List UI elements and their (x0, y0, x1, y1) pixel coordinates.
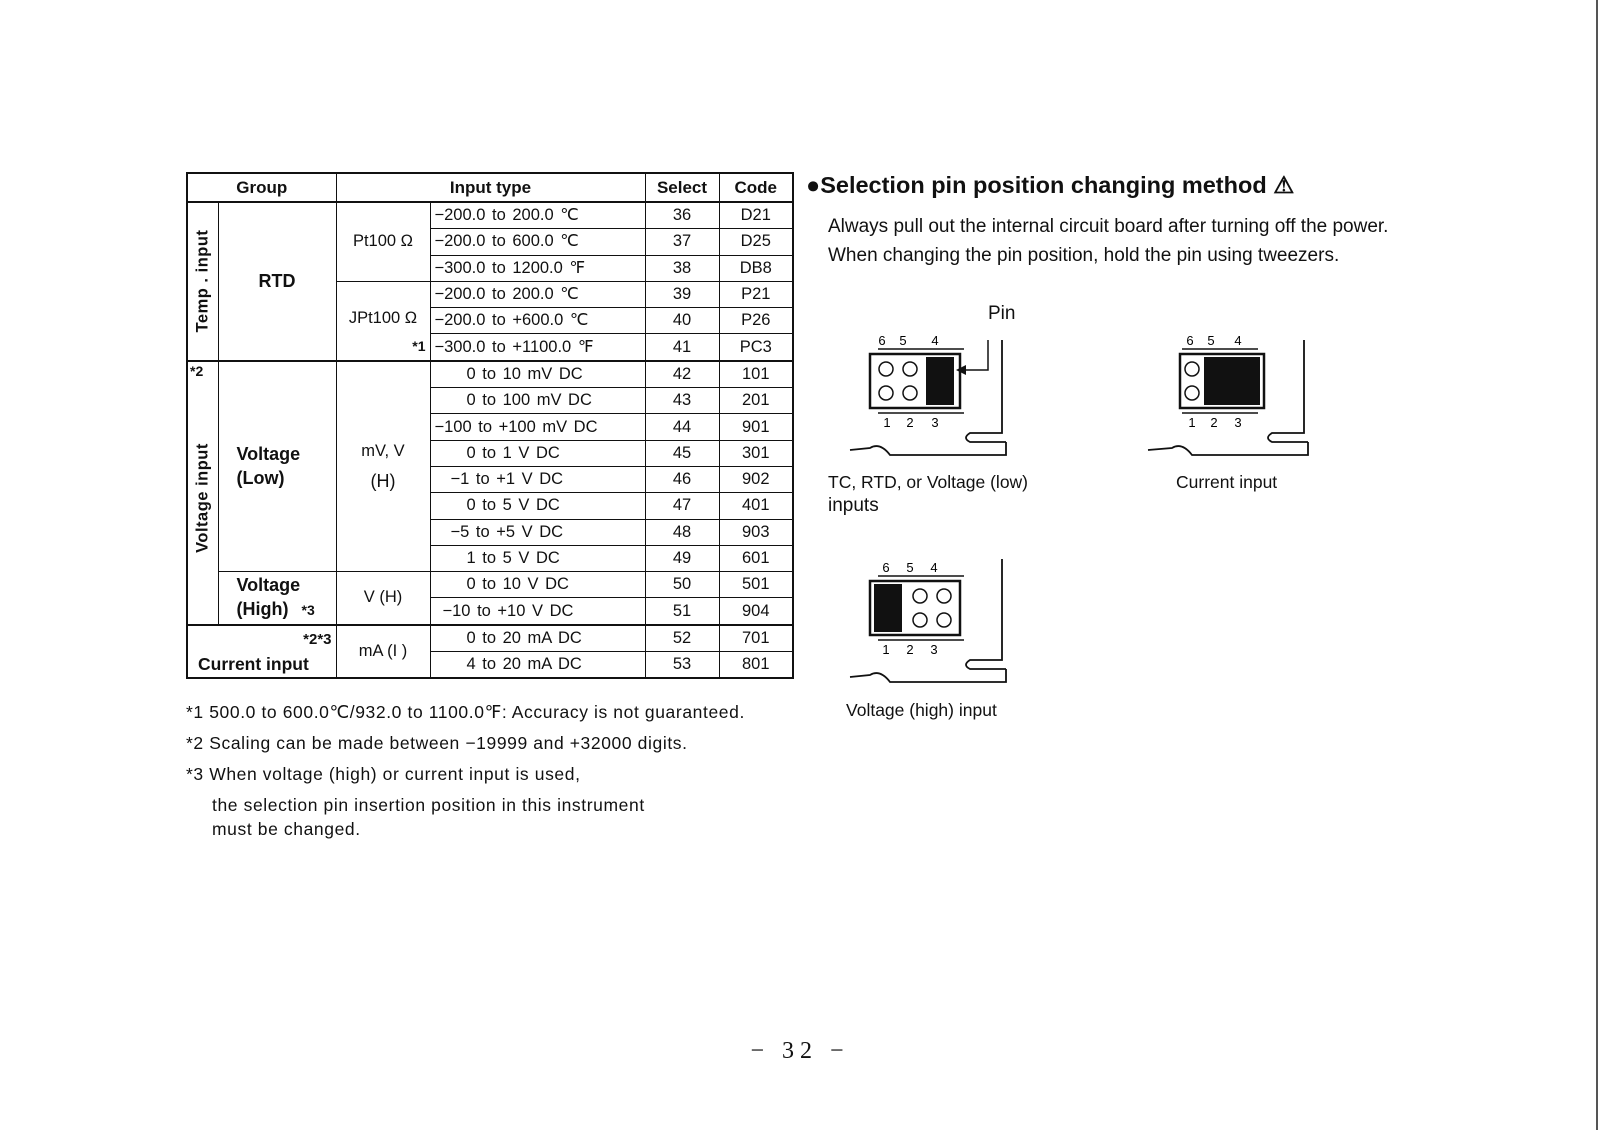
pin-number-5: 5 (1207, 333, 1215, 348)
caption-tc-rtd (828, 470, 1028, 518)
pin-diagram-tc-rtd (830, 330, 1030, 465)
range-cell: 4 to 20 mA DC (430, 652, 645, 679)
select-cell: 37 (645, 229, 719, 255)
select-cell: 49 (645, 545, 719, 571)
voltage-low-paren: (Low) (236, 468, 285, 489)
pin-number-2: 2 (906, 642, 914, 657)
code-cell: DB8 (719, 255, 793, 281)
select-cell: 44 (645, 414, 719, 440)
voltage-high-note: *3 (301, 602, 315, 619)
table-row (187, 625, 793, 652)
pin-numbers-top (878, 333, 938, 348)
pin-number-1: 1 (883, 415, 891, 430)
jpt100-cell (336, 281, 430, 360)
pin-number-6: 6 (1186, 333, 1194, 348)
voltage-high-paren: (High) (236, 599, 289, 620)
pin-number-6: 6 (882, 560, 890, 575)
mv-v-cell (336, 361, 430, 572)
pin-numbers-bottom (1188, 415, 1241, 430)
pin-number-3: 3 (1234, 415, 1242, 430)
pin-number-4: 4 (1234, 333, 1242, 348)
range-cell: −5 to +5 V DC (430, 519, 645, 545)
pin-number-3: 3 (931, 415, 939, 430)
pin-arrow (964, 340, 988, 370)
pin-numbers-bottom (883, 415, 938, 430)
select-cell: 50 (645, 572, 719, 598)
mv-v-paren: (H) (370, 471, 396, 492)
select-cell: 36 (645, 202, 719, 229)
range-cell: −300.0 to +1100.0 ℉ (430, 334, 645, 361)
pin-number-2: 2 (1210, 415, 1218, 430)
code-cell: 301 (719, 440, 793, 466)
v-label: V (H) (336, 572, 430, 625)
code-cell: PC3 (719, 334, 793, 361)
pin-numbers-top (882, 560, 937, 575)
pin-number-5: 5 (906, 560, 914, 575)
select-cell: 51 (645, 598, 719, 625)
page-number: − 32 − (750, 1038, 850, 1064)
pt100-label: Pt100 Ω (336, 202, 430, 281)
select-cell: 46 (645, 466, 719, 492)
range-cell: −1 to +1 V DC (430, 466, 645, 492)
board-outline (1148, 442, 1308, 455)
range-cell: 0 to 100 mV DC (430, 388, 645, 414)
code-cell: P26 (719, 308, 793, 334)
header-group: Group (187, 173, 336, 202)
table-row (187, 361, 793, 388)
range-cell: −10 to +10 V DC (430, 598, 645, 625)
voltage-low-label: Voltage (236, 444, 301, 465)
board-edge (966, 559, 1006, 669)
range-cell: 0 to 20 mA DC (430, 625, 645, 652)
range-cell: 1 to 5 V DC (430, 545, 645, 571)
pin-label: Pin (988, 303, 1016, 324)
pin-number-2: 2 (906, 415, 914, 430)
select-cell: 53 (645, 652, 719, 679)
code-cell: D21 (719, 202, 793, 229)
scan-edge (1596, 0, 1598, 1130)
select-cell: 47 (645, 493, 719, 519)
select-cell: 45 (645, 440, 719, 466)
jpt100-label: JPt100 Ω (348, 308, 418, 327)
caption-voltage-high: Voltage (high) input (846, 700, 997, 720)
range-cell: −200.0 to 200.0 ℃ (430, 202, 645, 229)
footnote-3-line-1: *3 When voltage (high) or current input is used, (186, 764, 581, 784)
select-cell: 40 (645, 308, 719, 334)
ma-label: mA (I ) (336, 625, 430, 679)
code-cell: 903 (719, 519, 793, 545)
board-outline (850, 442, 1006, 455)
select-cell: 39 (645, 281, 719, 307)
pin-diagram-current (1138, 330, 1338, 465)
select-cell: 42 (645, 361, 719, 388)
section-heading: ●Selection pin position changing method ⚠ (806, 172, 1295, 198)
pin-number-4: 4 (931, 333, 939, 348)
code-cell: 801 (719, 652, 793, 679)
code-cell: 501 (719, 572, 793, 598)
select-cell: 52 (645, 625, 719, 652)
pin-number-4: 4 (930, 560, 938, 575)
board-outline (850, 669, 1006, 682)
pin-number-3: 3 (930, 642, 938, 657)
pin-number-6: 6 (878, 333, 886, 348)
voltage-low-cell (218, 361, 336, 572)
footnotes (186, 700, 745, 841)
caption-tc-line-2: inputs (828, 495, 879, 516)
rtd-label: RTD (218, 202, 336, 361)
pin-numbers-bottom (882, 642, 937, 657)
table-row (187, 572, 793, 598)
selection-pin (926, 357, 954, 405)
voltage-note: *2 (190, 362, 204, 379)
table-header-row (187, 173, 793, 202)
code-cell: 701 (719, 625, 793, 652)
range-cell: −200.0 to 600.0 ℃ (430, 229, 645, 255)
mv-v-label: mV, V (361, 442, 405, 461)
code-cell: 904 (719, 598, 793, 625)
range-cell: −200.0 to +600.0 ℃ (430, 308, 645, 334)
code-cell: D25 (719, 229, 793, 255)
select-cell: 43 (645, 388, 719, 414)
input-type-table (186, 172, 794, 679)
select-cell: 41 (645, 334, 719, 361)
code-cell: 601 (719, 545, 793, 571)
pin-number-1: 1 (882, 642, 890, 657)
current-label: Current input (198, 653, 309, 674)
selection-pin (1204, 357, 1260, 405)
temp-input-group: Temp . input (187, 202, 218, 361)
footnote-1: *1 500.0 to 600.0℃/932.0 to 1100.0℉: Accuracy is not guaranteed. (186, 702, 745, 722)
pin-diagram-voltage-high (830, 557, 1030, 692)
footnote-3-line-2: the selection pin insertion position in this instrument (212, 795, 645, 815)
caption-current: Current input (1176, 472, 1278, 492)
footnote-3-line-3: must be changed. (212, 819, 361, 839)
footnote-2: *2 Scaling can be made between −19999 and +32000 digits. (186, 733, 688, 753)
range-cell: −100 to +100 mV DC (430, 414, 645, 440)
selection-pin (874, 584, 902, 632)
code-cell: P21 (719, 281, 793, 307)
select-cell: 38 (645, 255, 719, 281)
header-code: Code (719, 173, 793, 202)
pin-number-5: 5 (899, 333, 907, 348)
pin-numbers-top (1186, 333, 1241, 348)
voltage-high-cell (218, 572, 336, 625)
current-note: *2*3 (303, 630, 332, 648)
code-cell: 401 (719, 493, 793, 519)
range-cell: −300.0 to 1200.0 ℉ (430, 255, 645, 281)
board-edge (966, 340, 1006, 442)
code-cell: 902 (719, 466, 793, 492)
current-input-cell (187, 625, 336, 679)
range-cell: −200.0 to 200.0 ℃ (430, 281, 645, 307)
range-cell: 0 to 10 V DC (430, 572, 645, 598)
range-cell: 0 to 10 mV DC (430, 361, 645, 388)
voltage-high-label: Voltage (236, 575, 301, 596)
section-paragraph: Always pull out the internal circuit board after turning off the power. When changing the pin position, hold the pin using tweezers. (828, 216, 1389, 266)
voltage-input-group: *2 Voltage input (187, 361, 218, 625)
board-edge (1268, 340, 1308, 442)
table-row (187, 202, 793, 229)
caption-tc-line-1: TC, RTD, or Voltage (low) (828, 472, 1029, 492)
jpt100-note: *1 (412, 337, 426, 354)
code-cell: 901 (719, 414, 793, 440)
footnote-3 (186, 762, 745, 841)
code-cell: 101 (719, 361, 793, 388)
range-cell: 0 to 5 V DC (430, 493, 645, 519)
header-select: Select (645, 173, 719, 202)
code-cell: 201 (719, 388, 793, 414)
range-cell: 0 to 1 V DC (430, 440, 645, 466)
select-cell: 48 (645, 519, 719, 545)
header-input-type: Input type (336, 173, 645, 202)
pin-number-1: 1 (1188, 415, 1196, 430)
